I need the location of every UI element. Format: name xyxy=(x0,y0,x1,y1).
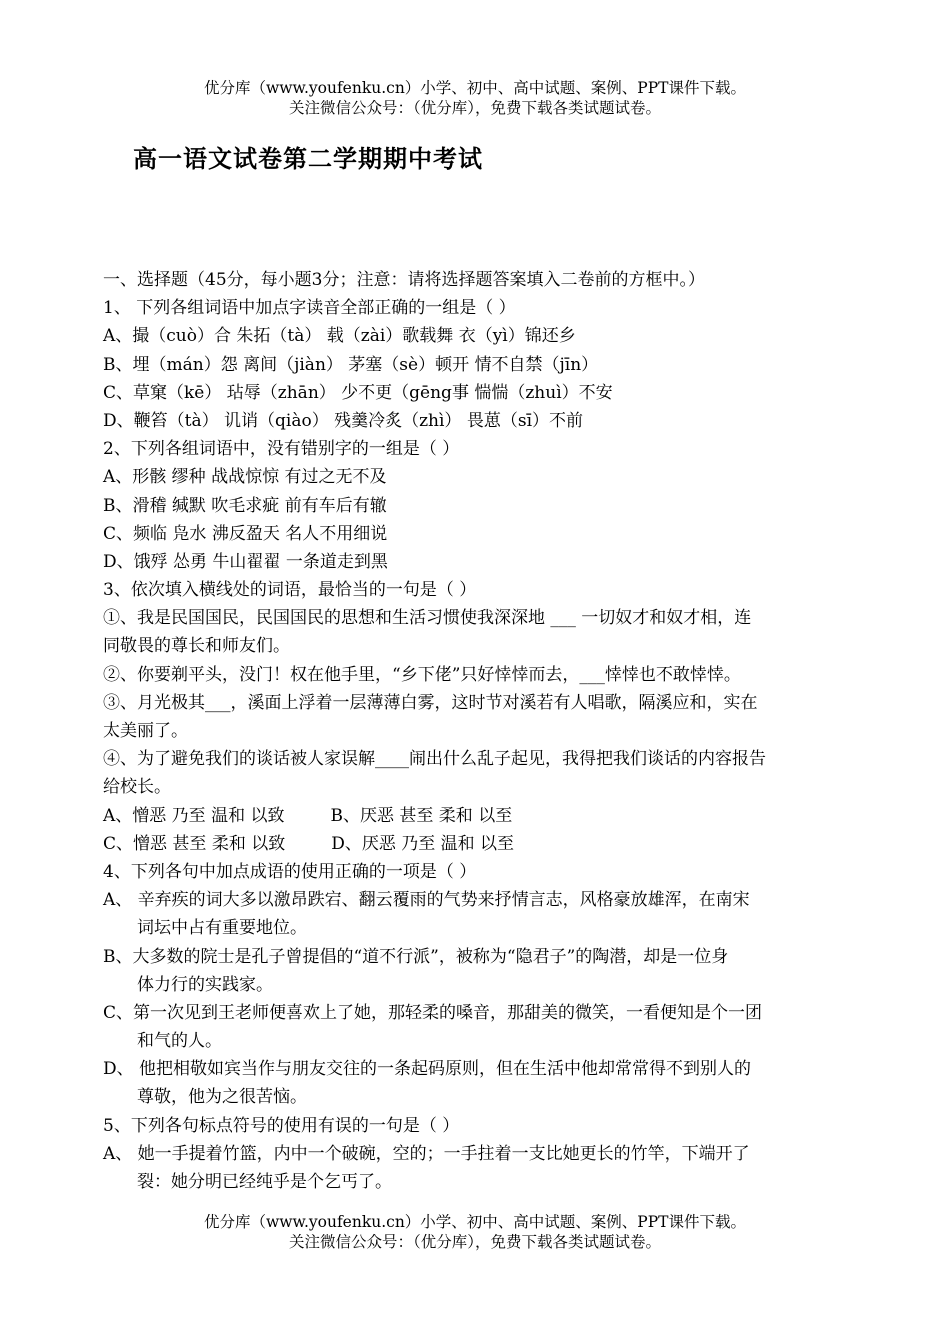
question-4-option-d: D、 他把相敬如宾当作与朋友交往的一条起码原则，但在生活中他却常常得不到别人的 xyxy=(103,1059,752,1080)
question-4-option-b: B、大多数的院士是孔子曾提倡的“道不行派”，被称为“隐君子”的陶潜，却是一位身 xyxy=(103,946,729,967)
question-3-sentence-2: ②、你要剃平头，没门！权在他手里，“乡下佬”只好悻悻而去，___悻悻也不敢悻悻。 xyxy=(103,664,741,685)
question-3-stem: 3、依次填入横线处的词语，最恰当的一句是（ ） xyxy=(103,580,477,601)
question-4-option-a: A、 辛弃疾的词大多以激昂跌宕、翻云覆雨的气势来抒情言志，风格豪放雄浑，在南宋 xyxy=(103,890,750,911)
question-1-option-a: A、撮（cuò）合 朱拓（tà） 载（zài）歌载舞 衣（yì）锦还乡 xyxy=(103,326,576,347)
question-3-options-row-2 xyxy=(103,830,853,858)
question-4-option-c-cont: 和气的人。 xyxy=(137,1031,222,1052)
question-1-option-b: B、埋（mán）怨 离间（jiàn） 茅塞（sè）顿开 情不自禁（jīn） xyxy=(103,354,599,375)
question-2-option-c: C、频临 凫水 沸反盈天 名人不用细说 xyxy=(103,523,388,544)
footer-line-1: 优分库（www.youfenku.cn）小学、初中、高中试题、案例、PPT课件下载。 xyxy=(203,1213,747,1231)
question-3-sentence-1: ①、我是民国国民，民国国民的思想和生活习惯使我深深地 ___ 一切奴才和奴才相，连 xyxy=(103,608,752,629)
question-3-option-d: D、厌恶 乃至 温和 以至 xyxy=(331,833,515,854)
question-3-sentence-1-cont: 同敬畏的尊长和师友们。 xyxy=(103,636,290,657)
question-4-option-b-cont: 体力行的实践家。 xyxy=(137,974,273,995)
question-3-option-a: A、憎恶 乃至 温和 以致 xyxy=(103,805,285,826)
page-header xyxy=(0,78,950,118)
question-5-stem: 5、下列各句标点符号的使用有误的一句是（ ） xyxy=(103,1115,460,1136)
question-2-option-a: A、形骸 缪种 战战惊惊 有过之无不及 xyxy=(103,467,387,488)
header-line-1: 优分库（www.youfenku.cn）小学、初中、高中试题、案例、PPT课件下载。 xyxy=(203,79,747,97)
question-5-option-a-cont: 裂：她分明已经纯乎是个乞丐了。 xyxy=(137,1172,392,1192)
question-1-stem: 1、 下列各组词语中加点字读音全部正确的一组是（ ） xyxy=(103,298,516,319)
page-title: 高一语文试卷第二学期期中考试 xyxy=(133,145,483,173)
question-3-sentence-3: ③、月光极其___，溪面上浮着一层薄薄白雾，这时节对溪若有人唱歌，隔溪应和，实在 xyxy=(103,692,758,713)
section-heading: 一、选择题（45分，每小题3分；注意：请将选择题答案填入二卷前的方框中。） xyxy=(103,270,705,290)
question-1-option-c: C、草窠（kē） 玷辱（zhān） 少不更（gēng事 惴惴（zhuì）不安 xyxy=(103,382,613,403)
question-3-sentence-4-cont: 给校长。 xyxy=(103,777,171,798)
page-footer xyxy=(0,1212,950,1252)
question-3-option-b: B、厌恶 甚至 柔和 以至 xyxy=(330,805,513,826)
question-1-option-d: D、鞭笞（tà） 讥诮（qiào） 残羹冷炙（zhì） 畏葸（sī）不前 xyxy=(103,410,584,431)
question-4-stem: 4、下列各句中加点成语的使用正确的一项是（ ） xyxy=(103,861,477,882)
question-2-option-b: B、滑稽 缄默 吹毛求疵 前有车后有辙 xyxy=(103,495,387,516)
exam-content xyxy=(103,266,853,1196)
question-4-option-c: C、第一次见到王老师便喜欢上了她，那轻柔的嗓音，那甜美的微笑，一看便知是个一团 xyxy=(103,1002,763,1023)
question-5-option-a: A、 她一手提着竹篮，内中一个破碗，空的；一手拄着一支比她更长的竹竿，下端开了 xyxy=(103,1143,750,1164)
question-3-option-c: C、憎恶 甚至 柔和 以致 xyxy=(103,833,286,854)
header-line-2: 关注微信公众号：（优分库），免费下载各类试题试卷。 xyxy=(288,99,661,117)
question-3-sentence-3-cont: 太美丽了。 xyxy=(103,721,188,741)
question-2-option-d: D、饿殍 怂勇 牛山翟翟 一条道走到黑 xyxy=(103,551,388,572)
question-4-option-a-cont: 词坛中占有重要地位。 xyxy=(137,918,307,939)
question-3-sentence-4: ④、为了避免我们的谈话被人家误解____闹出什么乱子起见，我得把我们谈话的内容报告 xyxy=(103,749,766,770)
question-2-stem: 2、下列各组词语中，没有错别字的一组是（ ） xyxy=(103,439,460,460)
question-4-option-d-cont: 尊敬，他为之很苦恼。 xyxy=(137,1087,307,1108)
footer-line-2: 关注微信公众号：（优分库），免费下载各类试题试卷。 xyxy=(288,1233,661,1251)
question-3-options-row-1 xyxy=(103,802,853,830)
